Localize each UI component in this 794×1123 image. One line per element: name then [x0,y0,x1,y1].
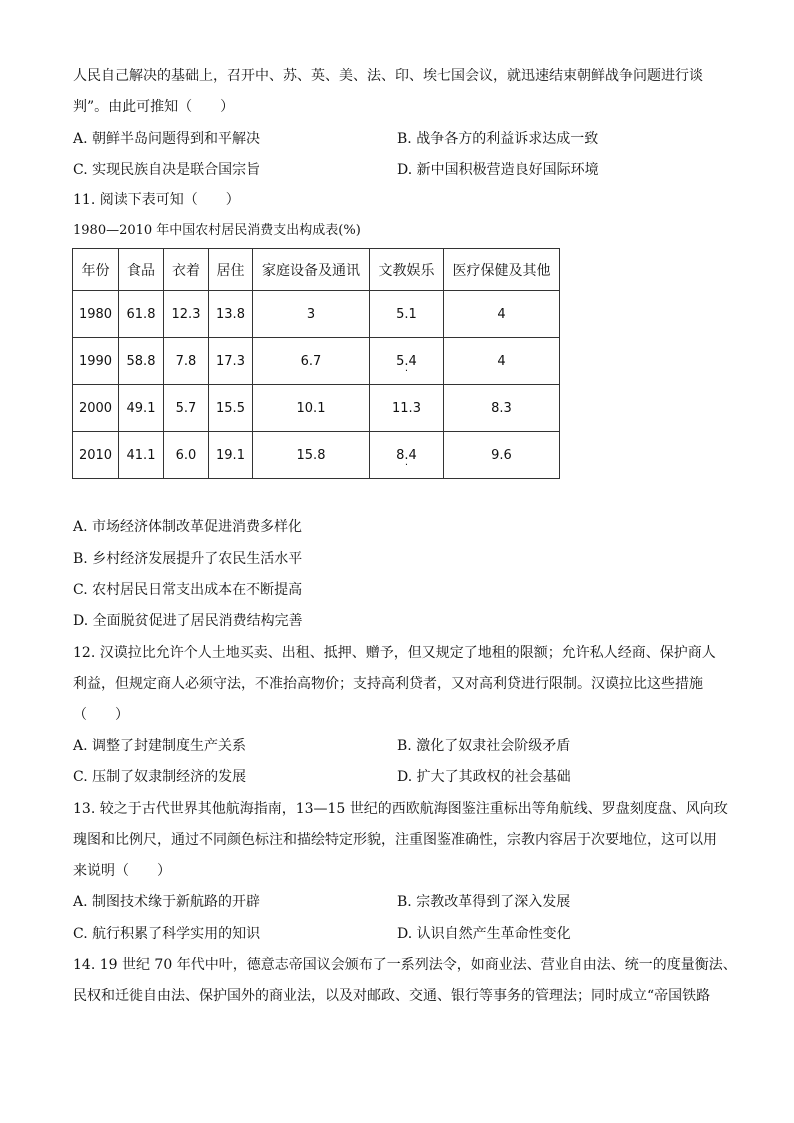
cell-household-equipment: 6.7 [253,338,370,385]
cell-food: 49.1 [119,385,164,432]
q11-option-b[interactable]: B. 乡村经济发展提升了农民生活水平 [73,551,303,567]
header-clothing: 衣着 [164,249,209,291]
cell-food: 41.1 [119,432,164,479]
cell-household-equipment: 3 [253,291,370,338]
cell-medical-other: 8.3 [444,385,560,432]
cell-food: 61.8 [119,291,164,338]
q12-stem-line-3: （ ） [73,707,129,723]
cell-year: 1980 [73,291,119,338]
cell-medical-other: 4 [444,291,560,338]
cell-year: 2000 [73,385,119,432]
cell-housing: 17.3 [209,338,253,385]
cell-culture-education [370,432,444,479]
cell-year: 1990 [73,338,119,385]
cell-clothing: 5.7 [164,385,209,432]
table-caption: 1980—2010 年中国农村居民消费支出构成表(%) [73,223,361,238]
q12-stem-line-1: 12. 汉谟拉比允许个人土地买卖、出租、抵押、赠予，但又规定了地租的限额；允许私人经商、保护商人 [73,645,716,661]
cell-clothing: 12.3 [164,291,209,338]
q10-option-d[interactable]: D. 新中国积极营造良好国际环境 [397,162,599,178]
table-row [73,291,560,338]
q13-option-b[interactable]: B. 宗教改革得到了深入发展 [397,894,571,910]
cell-clothing: 6.0 [164,432,209,479]
q13-stem-line-2: 瑰图和比例尺，通过不同颜色标注和描绘特定形貌，注重图鉴准确性，宗教内容居于次要地位，这可以用 [73,832,717,848]
q11-option-d[interactable]: D. 全面脱贫促进了居民消费结构完善 [73,613,303,629]
header-food: 食品 [119,249,164,291]
q12-stem-line-2: 利益，但规定商人必须守法，不准抬高物价；支持高利贷者，又对高利贷进行限制。汉谟拉比这些措施 [73,676,703,692]
cell-household-equipment: 10.1 [253,385,370,432]
cell-housing: 15.5 [209,385,253,432]
table-row [73,338,560,385]
consumption-table [72,248,560,479]
q13-stem-line-3: 来说明（ ） [73,863,171,879]
header-year: 年份 [73,249,119,291]
q13-option-c[interactable]: C. 航行积累了科学实用的知识 [73,926,261,942]
q11-option-c[interactable]: C. 农村居民日常支出成本在不断提高 [73,582,303,598]
header-housing: 居住 [209,249,253,291]
q12-option-d[interactable]: D. 扩大了其政权的社会基础 [397,769,571,785]
dotted-value: 5.4 · [396,354,417,369]
cell-year: 2010 [73,432,119,479]
q12-option-b[interactable]: B. 激化了奴隶社会阶级矛盾 [397,738,571,754]
q10-option-b[interactable]: B. 战争各方的利益诉求达成一致 [397,131,599,147]
q14-stem-line-2: 民权和迁徙自由法、保护国外的商业法，以及对邮政、交通、银行等事务的管理法；同时成立“帝国铁路 [73,988,711,1004]
header-household-equipment: 家庭设备及通讯 [253,249,370,291]
cell-culture-education [370,338,444,385]
table-row [73,385,560,432]
q13-option-a[interactable]: A. 制图技术缘于新航路的开辟 [73,894,261,910]
q12-option-a[interactable]: A. 调整了封建制度生产关系 [73,738,247,754]
q11-option-a[interactable]: A. 市场经济体制改革促进消费多样化 [73,519,303,535]
cell-household-equipment: 15.8 [253,432,370,479]
table-header-row [73,249,560,291]
cell-housing: 19.1 [209,432,253,479]
q10-option-c[interactable]: C. 实现民族自决是联合国宗旨 [73,162,261,178]
cell-housing: 13.8 [209,291,253,338]
header-medical-other: 医疗保健及其他 [444,249,560,291]
cell-food: 58.8 [119,338,164,385]
dotted-value: 8.4 · [396,448,417,463]
q13-option-d[interactable]: D. 认识自然产生革命性变化 [397,926,571,942]
cell-culture-education: 11.3 [370,385,444,432]
q10-stem-line-2: 判”。由此可推知（ ） [73,99,235,115]
q13-stem-line-1: 13. 较之于古代世界其他航海指南，13—15 世纪的西欧航海图鉴注重标出等角航线、罗盘刻度盘、风向玫 [73,801,728,817]
cell-clothing: 7.8 [164,338,209,385]
q10-option-a[interactable]: A. 朝鲜半岛问题得到和平解决 [73,131,261,147]
cell-culture-education: 5.1 [370,291,444,338]
q10-stem-line-1: 人民自己解决的基础上，召开中、苏、英、美、法、印、埃七国会议，就迅速结束朝鲜战争问题进行谈 [73,68,703,84]
q12-option-c[interactable]: C. 压制了奴隶制经济的发展 [73,769,247,785]
cell-medical-other: 4 [444,338,560,385]
cell-medical-other: 9.6 [444,432,560,479]
table-row [73,432,560,479]
q14-stem-line-1: 14. 19 世纪 70 年代中叶，德意志帝国议会颁布了一系列法令，如商业法、营业自由法、统一的度量衡法、 [73,957,737,973]
header-culture-education: 文教娱乐 [370,249,444,291]
q11-stem: 11. 阅读下表可知（ ） [73,192,240,208]
